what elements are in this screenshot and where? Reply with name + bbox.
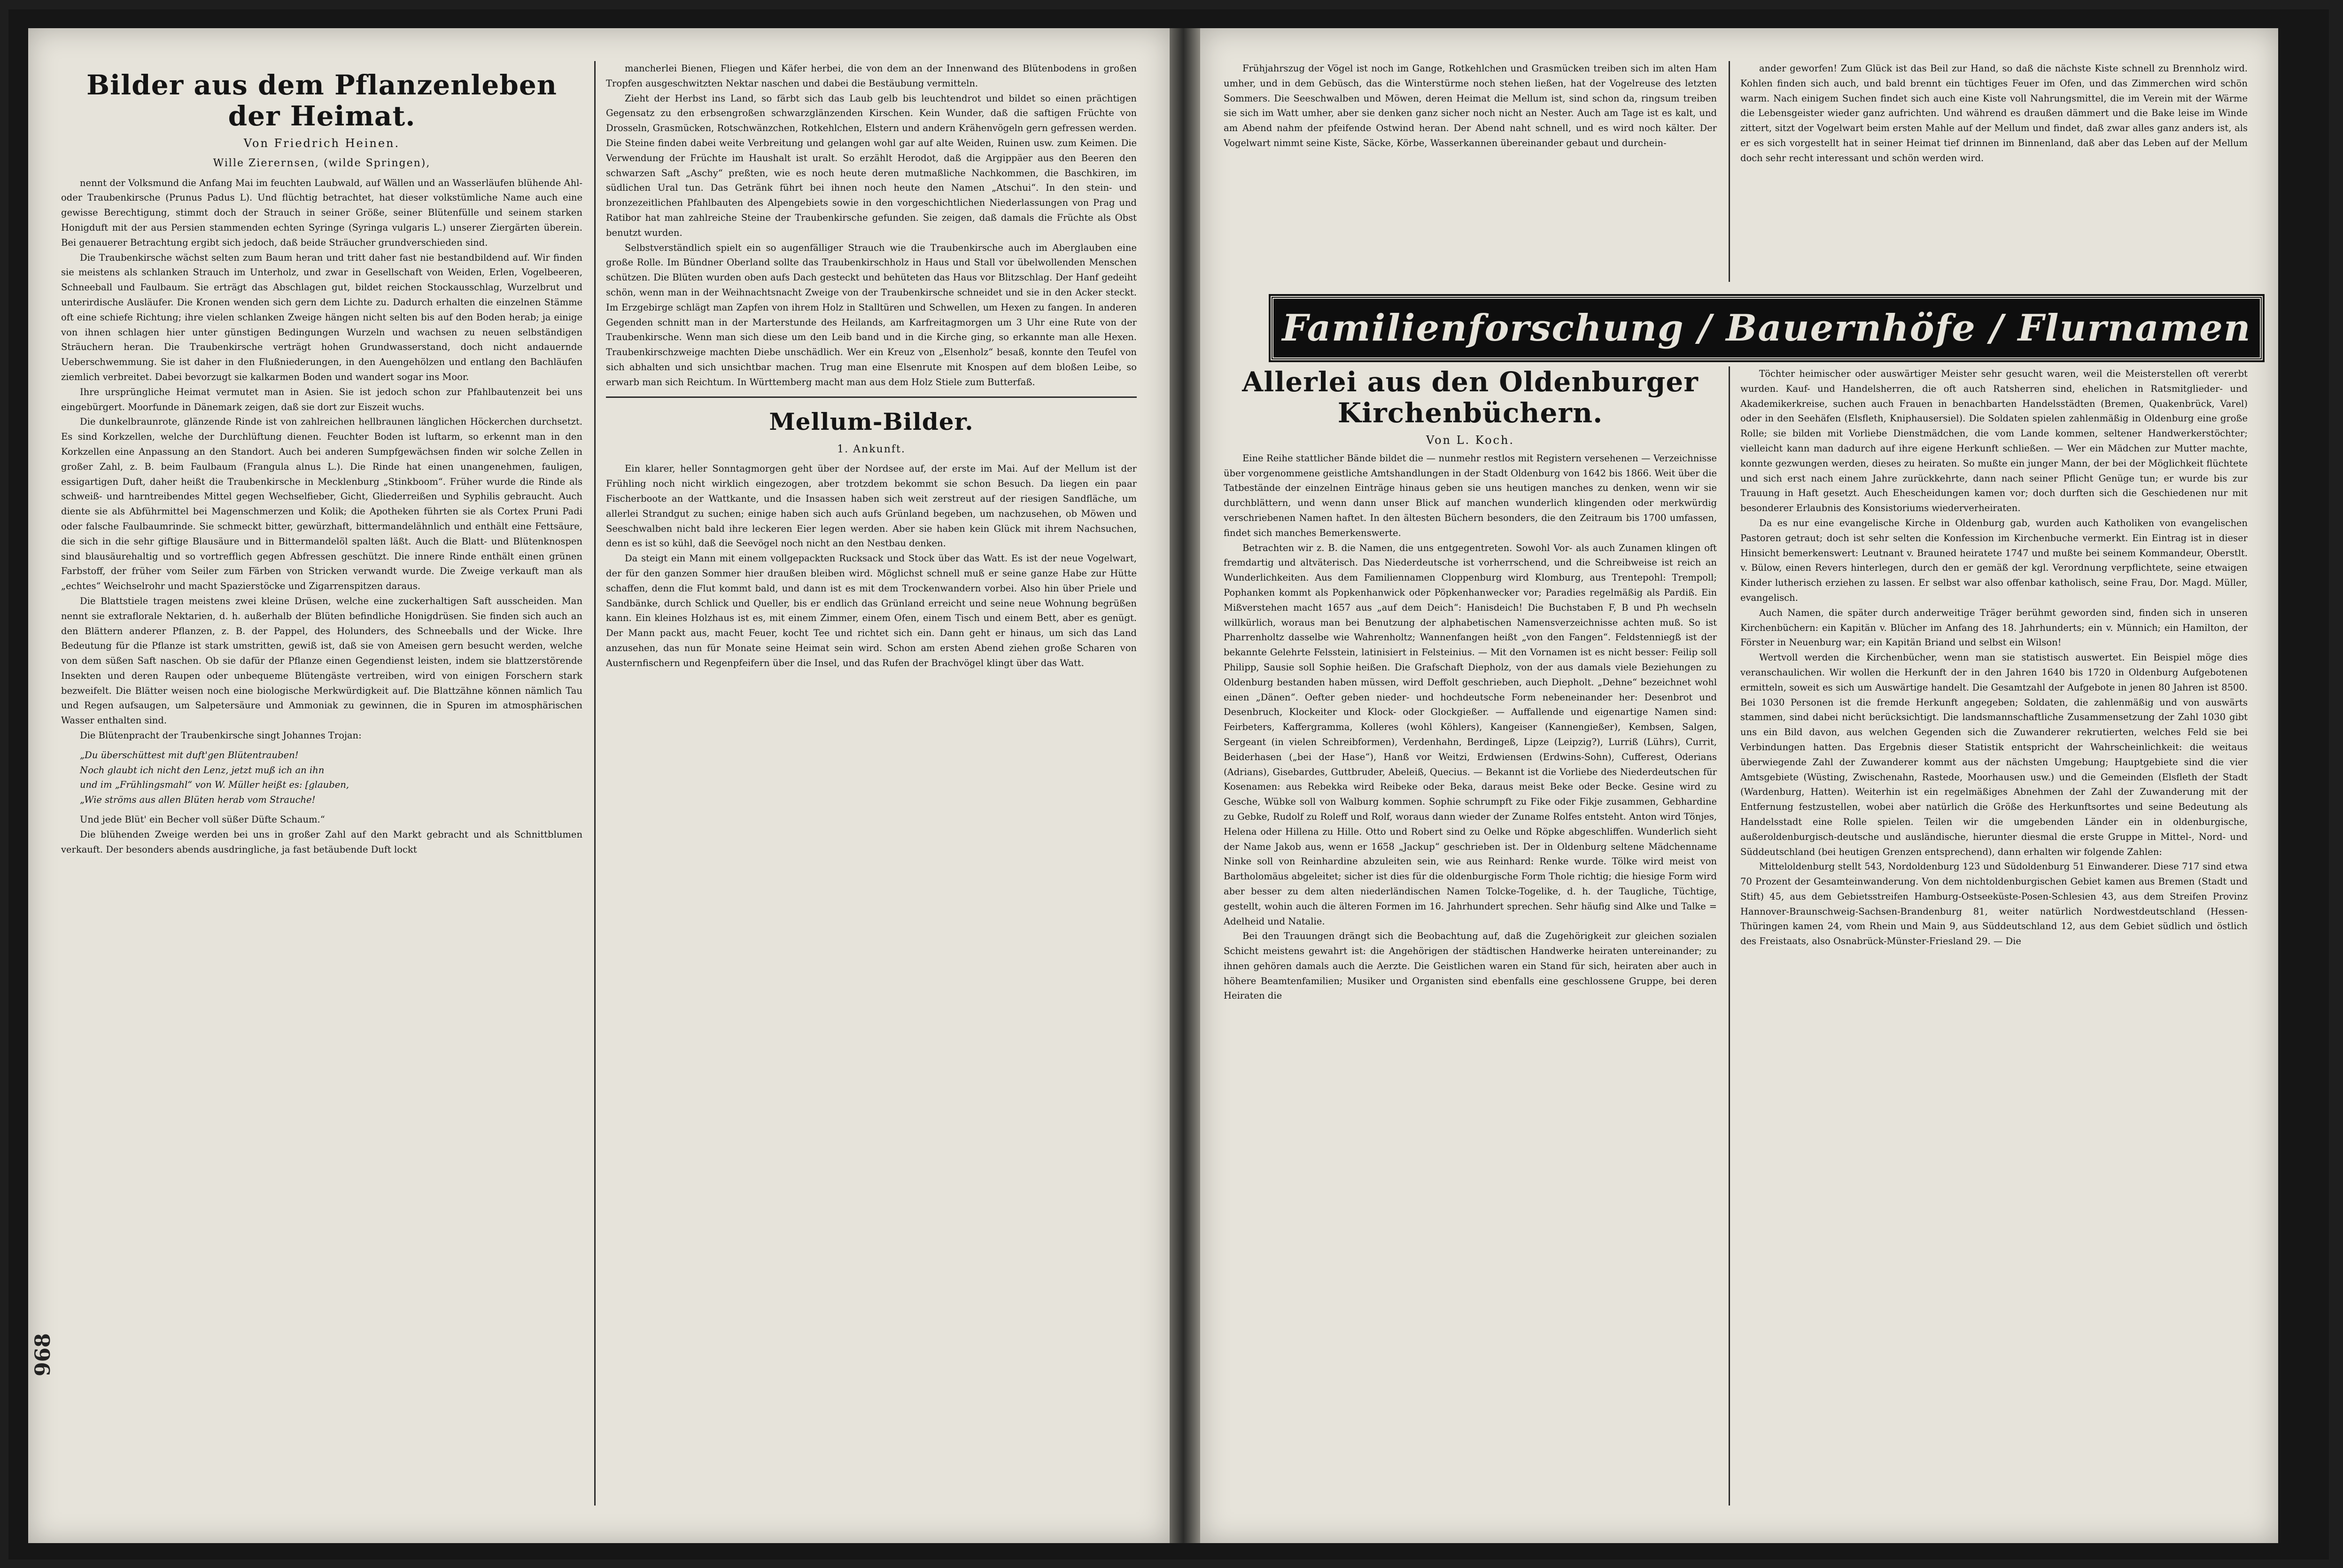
byline: Von Friedrich Heinen. [243, 137, 400, 150]
paragraph: Wertvoll werden die Kirchenbücher, wenn man sie statistisch auswertet. Ein Beispiel möge dies veranschaulichen. Wir wollen die Herkunft der in den Jahren 1640 bis 1720 in Oldenburg Aufgebotenen ermitteln, soweit es sich um Auswärtige handelt. Die Gesamtzahl der Aufgebote in jenen 80 Jahren ist 8500. Bei 1030 Personen ist die fremde Herkunft angegeben; Soldaten, die zahlenmäßig und von auswärts stammen, sind dabei nicht berücksichtigt. Die landsmannschaftliche Zusammensetzung der Zahl 1030 gibt uns ein Bild davon, aus welchen Gegenden sich die Zuwanderer rekrutierten, welches Feld sie bei Verbindungen hatten. Das Ergebnis dieser Statistik entspricht der Wahrscheinlichkeit: die weitaus überwiegende Zahl der Zuwanderer kommt aus der nächsten Umgebung; Hauptgebiete sind die vier Amtsgebiete (Wüsting, Zwischenahn, Rastede, Moorhausen usw.) und die Gemeinden (Elsfleth der Stadt (Wardenburg, Hatten). Weiterhin ist ein regelmäßiges Abnehmen der Zahl der Zuwanderung mit der Entfernung festzustellen, wobei aber natürlich die Größe des Herkunftsortes und seine Bedeutung als Handelsstadt eine Rolle spielen. Teilen wir die umgebenden Länder ein in oldenburgische, außeroldenburgisch-deutsche und ausländische, hierunter diesmal die erste Gruppe in Mittel-, Nord- und Süddeutschland (bei heutigen Grenzen entsprechend), dann erhalten wir folgende Zahlen: [1740, 652, 2248, 857]
paragraph: Die Traubenkirsche wächst selten zum Baum heran und tritt daher fast nie bestandbildend auf. Wir finden sie meistens als schlanken Strauch im Unterholz, und zwar in Gesellschaft von Weiden, Erlen, Vogelbeeren, Schneeball und Faulbaum. Sie erträgt das Abschlagen gut, bildet reichen Stockausschlag, Wurzelbrut und unterirdische Ausläufer. Die Kronen wenden sich gern dem Lichte zu. Dadurch erhalten die einzelnen Stämme oft eine schiefe Richtung; ihre vielen schlanken Zweige hängen nicht selten bis auf den Boden herab; ja einige von ihnen schlagen hier unter günstigen Bedingungen Wurzeln und wachsen zu neuen selbständigen Sträuchern heran. Die Traubenkirsche verträgt hohen Grundwasserstand, doch nicht andauernde Ueberschwemmung. Sie ist daher in den Flußniederungen, in den Auengehölzen und entlang den Bachläufen ziemlich verbreitet. Dabei bevorzugt sie kalkarmen Boden und wandert sogar ins Moor. [61, 252, 582, 382]
paragraph: Eine Reihe stattlicher Bände bildet die — nunmehr restlos mit Registern versehenen — Verzeichnisse über vorgenommene geistliche Amtshandlungen in der Stadt Oldenburg von 1642 bis 1866. Weit über die Tatbestände der einzelnen Einträge hinaus geben sie uns heutigen manches zu denken, wenn wir sie durchblättern, und wenn dann unser Blick auf manchen wunderlich klingenden oder merkwürdig verschriebenen Namen haftet. In den ältesten Büchern besonders, die den Zeitraum bis 1700 umfassen, findet sich manches Bemerkenswerte. [1224, 452, 1717, 538]
right-column-2-top [1740, 61, 2248, 282]
article-title-3 [1224, 366, 1717, 428]
article-title-1 [61, 70, 582, 132]
subtitle: 1. Ankunft. [837, 443, 906, 455]
paragraph: mancherlei Bienen, Fliegen und Käfer herbei, die von dem an der Innenwand des Blütenbodens in großen Tropfen ausgeschwitzten Nektar naschen und dabei die Bestäubung vermitteln. [606, 63, 1137, 89]
paragraph: Mitteloldenburg stellt 543, Nordoldenburg 123 und Südoldenburg 51 Einwanderer. Diese 717 sind etwa 70 Prozent der Gesamteinwanderung. Von dem nichtoldenburgischen Gebiet kamen aus Bremen (Stadt und Stift) 45, aus dem Gebietsstreifen Hamburg-Ostseeküste-Posen-Schlesien 43, aus dem Streifen Provinz Hannover-Braunschweig-Sachsen-Brandenburg 81, weiter natürlich Nordwestdeutschland (Hessen-Thüringen kamen 24, vom Rhein und Main 9, aus Süddeutschland 12, aus dem Gebiet südlich und östlich des Freistaats, also Osnabrück-Münster-Friesland 29. — Die [1740, 861, 2248, 947]
left-page [28, 28, 1170, 1543]
poem-line: „Du überschüttest mit duft'gen Blütentrauben! [80, 749, 299, 761]
paragraph: Die Blattstiele tragen meistens zwei kleine Drüsen, welche eine zuckerhaltigen Saft ausscheiden. Man nennt sie extraflorale Nektarien, d. h. außerhalb der Blüten befindliche Honigdrüsen. Sie finden sich auch an den Blättern anderer Pflanzen, z. B. der Pappel, des Holunders, des Schneeballs und der Wicke. Ihre Bedeutung für die Pflanze ist stark umstritten, gewiß ist, daß sie von Ameisen gern besucht werden, welche von dem süßen Saft naschen. Ob sie dafür der Pflanze einen Gegendienst leisten, indem sie blattzerstörende Insekten und deren Raupen oder unbequeme Blütengäste vertreiben, wird von einigen Forschern stark bezweifelt. Die Blätter weisen noch eine biologische Merkwürdigkeit auf. Die Blattzähne können nämlich Tau und Regen aufsaugen, um Salpetersäure und Ammoniak zu gewinnen, die in Spuren im atmosphärischen Wasser enthalten sind. [61, 595, 582, 726]
paragraph: Und jede Blüt' ein Becher voll süßer Düfte Schaum.“ [80, 814, 325, 825]
paragraph: Die Blütenpracht der Traubenkirsche singt Johannes Trojan: [80, 730, 362, 741]
paragraph: Bei den Trauungen drängt sich die Beobachtung auf, daß die Zugehörigkeit zur gleichen sozialen Schicht meistens gewahrt ist: die Angehörigen der städtischen Handwerke heiraten untereinander; zu ihnen gehören damals auch die Aerzte. Die Geistlichen waren ein Stand für sich, heiraten aber auch in höhere Beamtenfamilien; Musiker und Organisten sind ebenfalls eine geschlossene Gruppe, bei deren Heiraten die [1224, 931, 1717, 1001]
right-column-1 [1224, 366, 1717, 1506]
poem-line: und im „Frühlingsmahl“ von W. Müller heißt es: [glauben, [80, 779, 349, 791]
right-column-1-top [1224, 61, 1717, 282]
divider [606, 396, 1137, 398]
paragraph: Töchter heimischer oder auswärtiger Meister sehr gesucht waren, weil die Meisterstellen oft vererbt wurden. Kauf- und Handelsherren, die oft auch Ratsherren sind, ehelichen in Ratsmitglieder- und Akademikerkreise, suchen auch Frauen in benachbarten Handelsstädten (Bremen, Quakenbrück, Varel) oder in den Seehäfen (Elsfleth, Kniphausersiel). Die Soldaten spielen zahlenmäßig in Oldenburg eine große Rolle; sie bilden mit Vorliebe Dienstmädchen, die vom Lande kommen, seltener Handwerkerstöchter; vielleicht kann man dadurch auf ihre eigene Herkunft schließen. — Wer ein Mädchen zur Mutter machte, konnte gezwungen werden, dieses zu heiraten. So mußte ein junger Mann, der bei der Möglichkeit flüchtete und sich erst nach einem Jahre zurückkehrte, dann nach seiner Pflicht Genüge tun; er wurde bis zur Trauung in Haft gesetzt. Auch Ehescheidungen kamen vor; doch durften sich die Geschiedenen nur mit besonderer Erlaubnis des Konsistoriums wiederverheiraten. [1740, 368, 2248, 514]
column-rule [594, 61, 596, 1506]
title-line-2: Kirchenbüchern. [1337, 397, 1603, 429]
column-rule [1729, 61, 1730, 282]
paragraph: ander geworfen! Zum Glück ist das Beil zur Hand, so daß die nächste Kiste schnell zu Brennholz wird. Kohlen finden sich auch, und bald brennt ein tüchtiges Feuer im Ofen, und das Zimmerchen wird schön warm. Nach einigem Suchen findet sich auch eine Kiste voll Nahrungsmittel, die im Verein mit der Wärme die Lebensgeister wieder ganz aufrichten. Und während es draußen dämmert und die Bake leise im Winde zittert, sitzt der Vogelwart beim ersten Mahle auf der Mellum und findet, daß zwar alles ganz anders ist, als er es sich vorgestellt hat in seiner Heimat tief drinnen im Binnenland, daß aber das Leben auf der Mellum doch sehr recht interessant und schön werden wird. [1740, 63, 2248, 163]
poem [80, 748, 582, 807]
byline: Von L. Koch. [1426, 434, 1515, 447]
article-title-2: Mellum-Bilder. [769, 407, 974, 435]
book-gutter [1170, 28, 1200, 1543]
paragraph: Selbstverständlich spielt ein so augenfälliger Strauch wie die Traubenkirsche auch im Aberglauben eine große Rolle. Im Bündner Oberland sollte das Traubenkirschholz in Haus und Stall vor übelwollenden Menschen schützen. Die Blüten wurden oben aufs Dach gesteckt und behüteten das Haus vor Blitzschlag. Der Hanf gedeiht schön, wenn man in der Weihnachtsnacht Zweige von der Traubenkirsche schneidet und sie in den Acker steckt. Im Erzgebirge schlägt man Zapfen von ihrem Holz in Stalltüren und Schwellen, um Hexen zu fangen. In anderen Gegenden schnitt man in der Marterstunde des Heilands, am Karfreitagmorgen um 3 Uhr eine Rute von der Traubenkirsche. Wenn man sich diese um den Leib band und in die Kirche ging, so erkannte man alle Hexen. Traubenkirschzweige machten Diebe unschädlich. Wer ein Kreuz von „Elsenholz“ besaß, konnte den Teufel von sich abhalten und sich unsichtbar machen. Trug man eine Elsenrute mit Knospen auf dem bloßen Leibe, so erwarb man sich Reichtum. In Württemberg macht man aus dem Holz Stiele zum Butterfaß. [606, 242, 1137, 388]
paragraph: Frühjahrszug der Vögel ist noch im Gange, Rotkehlchen und Grasmücken treiben sich im alten Ham umher, und in dem Gebüsch, das die Winterstürme noch stehen ließen, hat der Vogelreuse des letzten Sommers. Die Seeschwalben und Möwen, deren Heimat die Mellum ist, sind schon da, ringsum treiben sie sich im Watt umher, aber sie denken ganz sicher noch nicht an Nester. Auch am Tage ist es kalt, und am Abend nahm der pfeifende Ostwind heran. Der Abend naht schnell, und es wird noch kälter. Der Vogelwart nimmt seine Kiste, Säcke, Körbe, Wasserkannen übereinander gebaut und durchein- [1224, 63, 1717, 148]
title-line-1: Bilder aus dem Pflanzenleben [86, 69, 557, 101]
paragraph: Betrachten wir z. B. die Namen, die uns entgegentreten. Sowohl Vor- als auch Zunamen klingen oft fremdartig und altväterisch. Das Niederdeutsche ist vorherrschend, und die Schreibweise ist reich an Wunderlichkeiten. Aus dem Familiennamen Cloppenburg wird Klomburg, aus Trentepohl: Trempoll; Pophanken kommt als Popkenhanwick oder Pöpkenhanwecker vor; Paradies regelmäßig als Pardiß. Ein Mißverstehen macht 1657 aus „auf dem Deich“: Hanisdeich! Die Buchstaben F, B und Ph wechseln willkürlich, woraus man bei Benutzung der alphabetischen Namensverzeichnisse achten muß. So ist Pharrenholtz dasselbe wie Wahrenholtz; Wannenfangen heißt „von den Fangen“. Feldstenniegß ist der bekannte Gelehrte Felsstein, latinisiert in Felsteinius. — Mit den Vornamen ist es nicht besser: Feilip soll Philipp, Sausie soll Sophie heißen. Die Grafschaft Diepholz, von der aus damals viele Beziehungen zu Oldenburg bestanden haben müssen, wird Deffolt geschrieben, auch Diepholt. „Dehne“ bezeichnet wohl einen „Dänen“. Oefter geben nieder- und hochdeutsche Form nebeneinander her: Desenbrot und Desenbruch, Klockeiter und Klock- oder Glockgießer. — Auffallende und eigenartige Namen sind: Feirbeters, Kaffergramma, Kolleres (wohl Köhlers), Kangeiser (Kannengießer), Kembsen, Salgen, Sergeant (in vielen Schreibformen), Verdenhahn, Berdingeß, Lipze (Leipzig?), Lurriß (Lührs), Currit, Beiderhasen („bei der Hase“), Hanß vor Weitzi, Erdwiensen (Erdwins-Sohn), Cufferest, Oderians (Adrians), Gisebardes, Guttbruder, Abeleiß, Quecius. — Bekannt ist die Vorliebe des Niederdeutschen für Kosenamen: aus Rebekka wird Reibeke oder Beka, daraus meist Beke oder Becke. Gesine wird zu Gesche, Wübke soll von Walburg kommen. Sophie schrumpft zu Fike oder Fikje zusammen, Gebhardine zu Gebke, Rudolf zu Roleff und Rolf, woraus dann wieder der Zuname Rolfes entsteht. Anton wird Tönjes, Helena oder Hillena zu Hille. Otto und Robert sind zu Oelke und Röpke abgeschliffen. Wunderlich sieht der Name Jakob aus, wenn er 1658 „Jackup“ geschrieben ist. Der in Oldenburg seltene Mädchenname Ninke soll von Reinhardine abzuleiten sein, wie aus Reinhard: Renke wurde. Tölke wird meist von Bartholomäus abgeleitet; sicher ist dies für die oldenburgische Form Thole richtig; die hiesige Form wird aber besser zu dem alten niederländischen Namen Tolcke-Togelike, d. h. der Taugliche, Tüchtige, gestellt, wohin auch die älteren Formen im 16. Jahrhundert sprechen. Sehr häufig sind Alke und Talke = Adelheid und Natalie. [1224, 542, 1717, 927]
column-rule [1729, 366, 1730, 1506]
paragraph: Zieht der Herbst ins Land, so färbt sich das Laub gelb bis leuchtendrot und bildet so einen prächtigen Gegensatz zu den erbsengroßen schwarzglänzenden Kirschen. Kein Wunder, daß die saftigen Früchte von Drosseln, Grasmücken, Rotschwänzchen, Rotkehlchen, Elstern und andern Krähenvögeln gern gefressen werden. Die Steine finden dabei weite Verbreitung und gelangen wohl gar auf alte Weiden, Ruinen usw. zum Keimen. Die Verwendung der Früchte im Haushalt ist uralt. So erzählt Herodot, daß die Argippäer aus den Beeren den schwarzen Saft „Aschy“ preßten, wie es noch heute deren mutmaßliche Nachkommen, die Baschkiren, im südlichen Ural tun. Das Getränk führt bei ihnen noch heute den Namen „Atschui“. In den stein- und bronzezeitlichen Pfahlbauten des Alpengebiets sowie in den vorgeschichtlichen Niederlassungen von Prag und Ratibor hat man zahlreiche Steine der Traubenkirsche gefunden. Sie zeigen, daß damals die Früchte als Obst benutzt wurden. [606, 93, 1137, 238]
paragraph: Ein klarer, heller Sonntagmorgen geht über der Nordsee auf, der erste im Mai. Auf der Mellum ist der Frühling noch nicht wirklich eingezogen, aber trotzdem bekommt sie schon Besuch. Da liegen ein paar Fischerboote an der Wattkante, und die Insassen haben sich weit zerstreut auf der riesigen Sandfläche, um allerlei Strandgut zu suchen; einige haben sich auch aufs Grünland begeben, um nachzusehen, ob Möwen und Seeschwalben nicht bald ihre leckeren Eier legen werden. Aber sie haben kein Glück mit ihrem Nachsuchen, denn es ist so kühl, daß die Seevögel noch nicht an den Nestbau denken. [606, 463, 1137, 549]
subtitle: Wille Zierernsen, (wilde Springen), [213, 157, 431, 169]
poem-line: Noch glaubt ich nicht den Lenz, jetzt muß ich an ihn [80, 764, 325, 776]
paragraph: Da es nur eine evangelische Kirche in Oldenburg gab, wurden auch Katholiken von evangelischen Pastoren getraut; doch ist sehr selten die Konfession im Kirchenbuche vermerkt. Ein Eintrag ist in dieser Hinsicht bemerkenswert: Leutnant v. Brauned heiratete 1747 und mußte bei seinem Kommandeur, Oberstlt. v. Bülow, einen Revers hinterlegen, durch den er gemäß der kgl. Verordnung verpflichtete, seine etwaigen Kinder lutherisch erziehen zu lassen. Er selbst war also offenbar katholisch, seine Frau, Dor. Magd. Müller, evangelisch. [1740, 517, 2248, 603]
left-column-1 [61, 61, 582, 1506]
paragraph: Da steigt ein Mann mit einem vollgepackten Rucksack und Stock über das Watt. Es ist der neue Vogelwart, der für den ganzen Sommer hier draußen bleiben wird. Möglichst schnell muß er seine ganze Habe zur Hütte schaffen, denn die Flut kommt bald, und dann ist es mit dem Trockenwandern vorbei. Also hin über Priele und Sandbänke, durch Schlick und Queller, bis er endlich das Grünland erreicht und seine neue Wohnung begrüßen kann. Ein kleines Holzhaus ist es, mit einem Zimmer, einem Ofen, einem Tisch und einem Bett, aber es genügt. Der Mann packt aus, macht Feuer, kocht Tee und richtet sich ein. Dann geht er hinaus, um sich das Land anzusehen, das nun für Monate seine Heimat sein wird. Schon am ersten Abend ziehen große Scharen von Austernfischern und Regenpfeifern über die Insel, und das Rufen der Brachvögel klingt über das Watt. [606, 553, 1137, 668]
paragraph: nennt der Volksmund die Anfang Mai im feuchten Laubwald, auf Wällen und an Wasserläufen blühende Ahl- oder Traubenkirsche (Prunus Padus L). Und flüchtig betrachtet, hat dieser volkstümliche Name auch eine gewisse Berechtigung, stimmt doch der Strauch in seiner Größe, seiner Blütenfülle und seinem starken Honigduft mit der aus Persien stammenden echten Syringe (Syringa vulgaris L.) unserer Ziergärten überein. Bei genauerer Betrachtung ergibt sich jedoch, daß beide Sträucher grundverschieden sind. [61, 177, 582, 248]
title-line-1: Allerlei aus den Oldenburger [1242, 366, 1699, 398]
section-banner [1271, 296, 2263, 360]
poem-line: „Wie ströms aus allen Blüten herab vom Strauche! [80, 794, 316, 806]
page-number: 968 [31, 1333, 55, 1376]
right-column-2 [1740, 366, 2248, 1506]
paragraph: Die dunkelbraunrote, glänzende Rinde ist von zahlreichen hellbraunen länglichen Höckerchen durchsetzt. Es sind Korkzellen, welche der Durchlüftung dienen. Feuchter Boden ist luftarm, so erkennt man in den Korkzellen eine Anpassung an den Standort. Auch bei anderen Sumpfgewächsen finden wir solche Zellen in großer Zahl, z. B. beim Faulbaum (Frangula alnus L.). Die Rinde hat einen unangenehmen, fauligen, essigartigen Duft, daher heißt die Traubenkirsche in Mecklenburg „Stinkboom“. Früher wurde die Rinde als schweiß- und harntreibendes Mittel gegen Wechselfieber, Gicht, Gliederreißen und Syphilis gebraucht. Auch diente sie als Abführmittel bei Magenschmerzen und Kolik; die Apotheken führten sie als Cortex Pruni Padi oder falsche Faulbaumrinde. Sie schmeckt bitter, gewürzhaft, bittermandelähnlich und enthält eine Fettsäure, die sich in die sehr giftige Blausäure und in Bittermandelöl spalten läßt. Auch die Blatt- und Blütenknospen sind blausäurehaltig und so vortrefflich gegen Abfressen geschützt. Die innere Rinde enthält einen grünen Farbstoff, der früher vom Seiler zum Färben von Stricken verwandt wurde. Die Zweige verkauft man als „echtes“ Weichselrohr und macht Spazierstöcke und Zigarrenspitzen daraus. [61, 416, 582, 592]
right-page [1200, 28, 2278, 1543]
paragraph: Ihre ursprüngliche Heimat vermutet man in Asien. Sie ist jedoch schon zur Pfahlbautenzeit bei uns eingebürgert. Moorfunde in Dänemark zeigen, daß sie dort zur Eiszeit wuchs. [61, 386, 582, 412]
left-column-2 [606, 61, 1137, 1506]
paragraph: Die blühenden Zweige werden bei uns in großer Zahl auf den Markt gebracht und als Schnittblumen verkauft. Der besonders abends ausdringliche, ja fast betäubende Duft lockt [61, 829, 582, 855]
paragraph: Auch Namen, die später durch anderweitige Träger berühmt geworden sind, finden sich in unseren Kirchenbüchern: ein Kapitän v. Blücher im Anfang des 18. Jahrhunderts; ein v. Münnich; ein Hamilton, der Förster in Neuenburg war; ein Kapitän Briand und selbst ein Wilson! [1740, 607, 2248, 648]
title-line-2: der Heimat. [228, 100, 416, 132]
section-banner-text: Familienforschung / Bauernhöfe / Flurnamen [1282, 307, 2251, 349]
